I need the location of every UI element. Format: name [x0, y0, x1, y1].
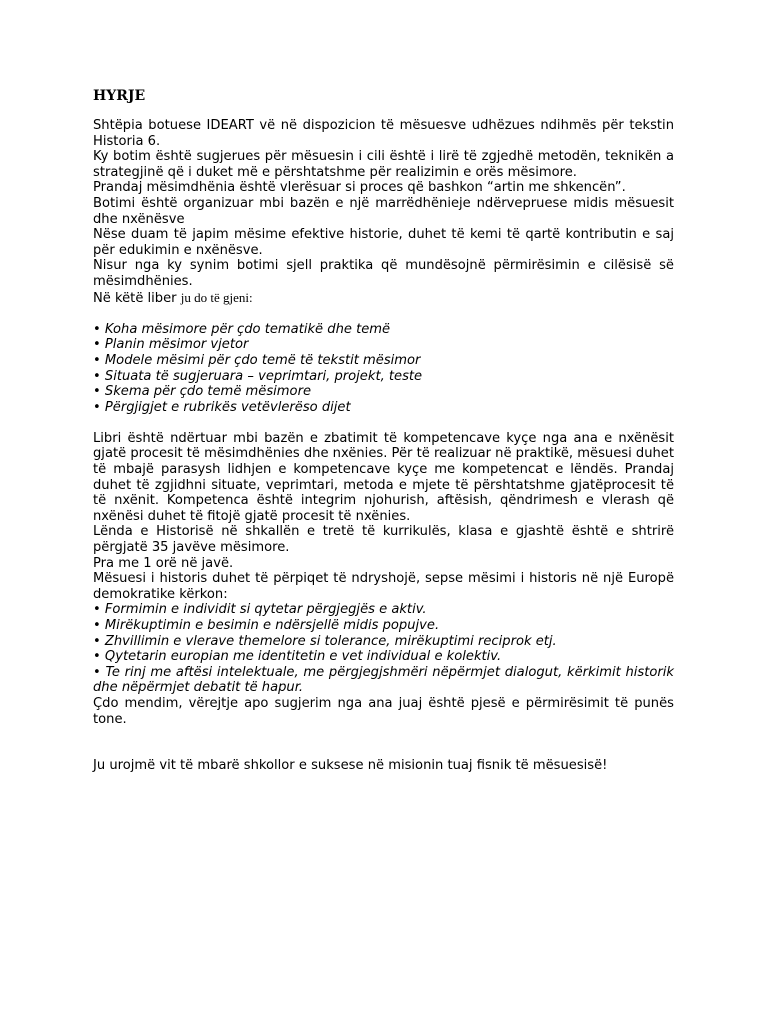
list-item: • Formimin e individit si qytetar përgjegjës e aktiv.	[93, 602, 427, 618]
document-page	[93, 87, 674, 774]
contents-lead-tail: ju do të gjeni:	[180, 289, 253, 305]
body-paragraph: Pra me 1 orë në javë.	[93, 555, 234, 571]
closing-paragraph: Çdo mendim, vërejtje apo sugjerim nga ana juaj është pjesë e përmirësimit të punës tone.	[93, 695, 674, 727]
list-item: • Mirëkuptimin e besimin e ndërsjellë midis popujve.	[93, 618, 440, 633]
closing-wish: Ju urojmë vit të mbarë shkollor e suksese në misionin tuaj fisnik të mësuesisë!	[93, 758, 608, 774]
body-paragraph: Lënda e Historisë në shkallën e tretë të kurrikulës, klasa e gjashtë është e shtrirë përgjatë 35 javëve mësimore.	[93, 524, 674, 556]
list-item: • Planin mësimor vjetor	[93, 337, 249, 353]
body-paragraph: Libri është ndërtuar mbi bazën e zbatimit të kompetencave kyçe nga ana e nxënësit gjatë procesit të mësimdhënies dhe nxënies. Për të realizuar në praktikë, mësuesi duhet të mbajë parasysh lidhjen e kompetencave kyçe me kompetencat e lëndës. Prandaj duhet të zgjidhni situate, veprimtari, metoda e mjete të përshtatshme gjatëprocesit të të nxënit. Kompetenca është integrim njohurish, aftësish, qëndrimesh e vlerash që nxënësi duhet të fitojë gjatë procesit të nxënies.	[93, 430, 674, 524]
list-item: • Skema për çdo temë mësimore	[93, 384, 312, 400]
page-title: HYRJE	[93, 88, 146, 104]
list-item: • Situata të sugjeruara – veprimtari, projekt, teste	[93, 368, 423, 384]
body-paragraph: Mësuesi i historis duhet të përpiqet të ndryshojë, sepse mësimi i historis në një Europë demokratike kërkon:	[93, 571, 674, 602]
intro-section	[93, 118, 674, 306]
list-item: • Përgjigjet e rubrikës vetëvlerëso dijet	[93, 399, 351, 415]
intro-paragraph: Ky botim është sugjerues për mësuesin i cili është i lirë të zgjedhë metodën, teknikën a strategjinë që i duket më e përshtatshme për realizimin e orës mësimore.	[93, 149, 674, 180]
list-item: • Qytetarin europian me identitetin e vet individual e kolektiv.	[93, 649, 502, 665]
goals-list	[93, 602, 674, 696]
intro-paragraph: Nisur nga ky synim botimi sjell praktika që mundësojnë përmirësimin e cilësisë së mësimdhënies.	[93, 258, 674, 289]
list-item: • Modele mësimi për çdo temë të tekstit mësimor	[93, 352, 421, 368]
contents-list	[93, 322, 674, 416]
intro-paragraph: Botimi është organizuar mbi bazën e një marrëdhënieje ndërvepruese midis mësuesit dhe nxënësve	[93, 195, 674, 227]
intro-paragraph: Prandaj mësimdhënia është vlerësuar si proces që bashkon “artin me shkencën”.	[93, 180, 626, 196]
list-item: • Koha mësimore për çdo tematikë dhe temë	[93, 321, 391, 337]
list-item: • Zhvillimin e vlerave themelore si tolerance, mirëkuptimi reciprok etj.	[93, 633, 557, 649]
intro-paragraph: Shtëpia botuese IDEART vë në dispozicion të mësuesve udhëzues ndihmës për tekstin Historia 6.	[93, 118, 674, 149]
intro-paragraph: Nëse duam të japim mësime efektive historie, duhet të kemi të qartë kontributin e saj për edukimin e nxënësve.	[93, 227, 674, 258]
body-section	[93, 431, 674, 603]
list-item: • Te rinj me aftësi intelektuale, me përgjegjshmëri nëpërmjet dialogut, kërkimit historik dhe nëpërmjet debatit të hapur.	[93, 664, 674, 696]
contents-lead	[93, 290, 674, 307]
contents-lead-text: Në këtë liber	[93, 290, 177, 306]
